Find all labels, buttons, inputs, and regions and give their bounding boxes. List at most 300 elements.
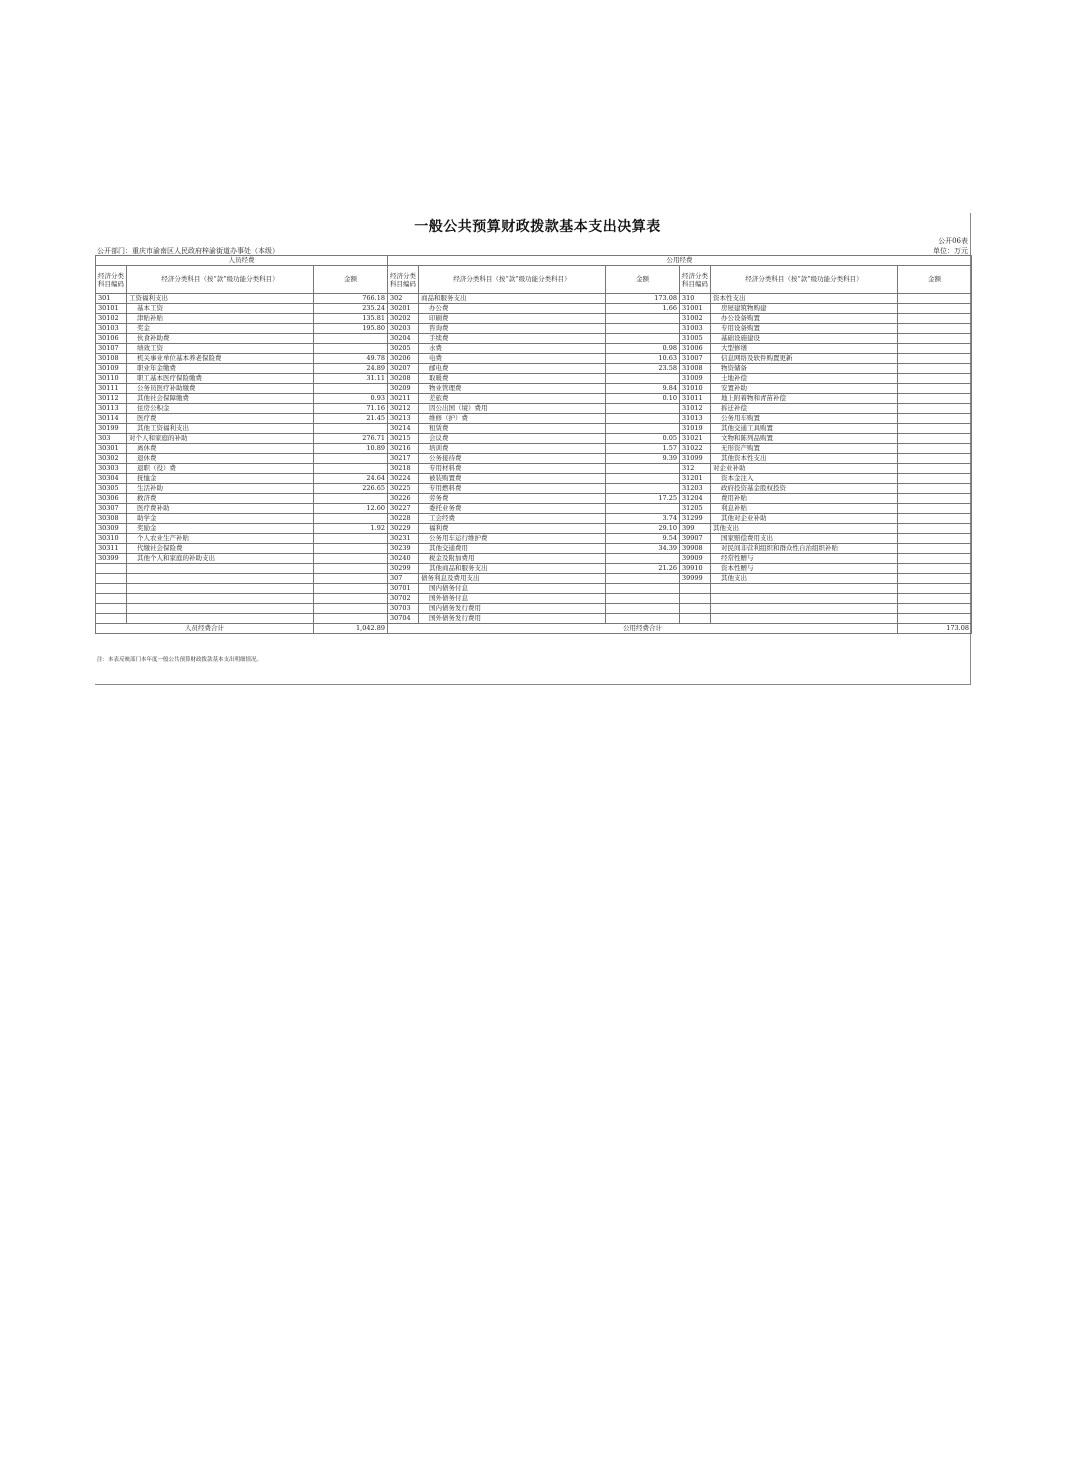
cell-subject: 取暖费 xyxy=(419,374,606,384)
amount-header: 金额 xyxy=(898,266,972,294)
cell-amount xyxy=(898,304,972,314)
cell-code: 31012 xyxy=(680,404,711,414)
code-header: 经济分类科目编码 xyxy=(388,266,419,294)
cell-code: 30217 xyxy=(388,454,419,464)
table-row xyxy=(96,504,972,514)
cell-amount: 9.39 xyxy=(606,454,680,464)
cell-code: 39910 xyxy=(680,564,711,574)
table-row xyxy=(96,324,972,334)
cell-code: 30399 xyxy=(96,554,127,564)
cell-code: 30239 xyxy=(388,544,419,554)
cell-code: 30213 xyxy=(388,414,419,424)
cell-amount xyxy=(898,444,972,454)
cell-amount xyxy=(314,514,388,524)
public-header: 公用经费 xyxy=(388,256,972,266)
cell-subject xyxy=(711,594,898,604)
cell-code: 30307 xyxy=(96,504,127,514)
cell-amount: 12.60 xyxy=(314,504,388,514)
cell-code: 302 xyxy=(388,294,419,304)
cell-subject xyxy=(127,594,314,604)
cell-amount: 9.54 xyxy=(606,534,680,544)
cell-code: 31006 xyxy=(680,344,711,354)
cell-subject: 其他个人和家庭的补助支出 xyxy=(127,554,314,564)
cell-code xyxy=(680,604,711,614)
cell-code: 30226 xyxy=(388,494,419,504)
cell-code: 30231 xyxy=(388,534,419,544)
cell-subject: 办公设备购置 xyxy=(711,314,898,324)
cell-amount xyxy=(606,554,680,564)
cell-code: 30310 xyxy=(96,534,127,544)
cell-amount xyxy=(606,574,680,584)
cell-subject: 国家赔偿费用支出 xyxy=(711,534,898,544)
cell-code xyxy=(96,594,127,604)
cell-amount xyxy=(898,314,972,324)
cell-code: 30111 xyxy=(96,384,127,394)
department-label: 公开部门：重庆市渝南区人民政府梓渝街道办事处（本级） xyxy=(97,247,279,255)
cell-subject: 债务利息及费用支出 xyxy=(419,574,606,584)
cell-code: 31099 xyxy=(680,454,711,464)
cell-subject: 机关事业单位基本养老保险费 xyxy=(127,354,314,364)
cell-subject: 资本金注入 xyxy=(711,474,898,484)
cell-subject: 医疗费补助 xyxy=(127,504,314,514)
cell-code: 31001 xyxy=(680,304,711,314)
cell-code: 30215 xyxy=(388,434,419,444)
table-row xyxy=(96,454,972,464)
cell-code xyxy=(680,594,711,604)
cell-code: 30228 xyxy=(388,514,419,524)
cell-subject xyxy=(127,564,314,574)
cell-amount xyxy=(606,584,680,594)
table-row xyxy=(96,584,972,594)
cell-code: 31013 xyxy=(680,414,711,424)
cell-code xyxy=(680,584,711,594)
cell-amount xyxy=(898,454,972,464)
cell-subject: 生活补助 xyxy=(127,484,314,494)
cell-amount xyxy=(898,344,972,354)
totals-row xyxy=(96,624,972,634)
cell-amount xyxy=(606,334,680,344)
cell-code: 31009 xyxy=(680,374,711,384)
amount-header: 金额 xyxy=(606,266,680,294)
cell-subject: 专用燃料费 xyxy=(419,484,606,494)
cell-subject: 电费 xyxy=(419,354,606,364)
cell-amount xyxy=(606,314,680,324)
table-row xyxy=(96,464,972,474)
public-total-label: 公用经费合计 xyxy=(388,624,898,634)
cell-subject: 租赁费 xyxy=(419,424,606,434)
cell-amount xyxy=(314,494,388,504)
cell-code: 30207 xyxy=(388,364,419,374)
personnel-total-value: 1,042.89 xyxy=(314,624,388,634)
cell-subject: 公务用车运行维护费 xyxy=(419,534,606,544)
table-row xyxy=(96,594,972,604)
cell-code: 30224 xyxy=(388,474,419,484)
cell-amount: 17.25 xyxy=(606,494,680,504)
cell-amount xyxy=(606,324,680,334)
cell-amount: 31.11 xyxy=(314,374,388,384)
cell-code: 30240 xyxy=(388,554,419,564)
cell-amount xyxy=(314,574,388,584)
cell-code: 31005 xyxy=(680,334,711,344)
cell-subject: 其他社会保障缴费 xyxy=(127,394,314,404)
cell-amount: 226.65 xyxy=(314,484,388,494)
cell-code: 30303 xyxy=(96,464,127,474)
cell-amount xyxy=(606,484,680,494)
table-row xyxy=(96,534,972,544)
cell-subject: 信息网络及软件购置更新 xyxy=(711,354,898,364)
cell-subject: 差旅费 xyxy=(419,394,606,404)
unit-label: 单位：万元 xyxy=(933,247,968,255)
cell-amount xyxy=(314,594,388,604)
cell-subject xyxy=(127,584,314,594)
cell-amount xyxy=(606,464,680,474)
cell-amount xyxy=(314,614,388,624)
cell-subject: 公务用车购置 xyxy=(711,414,898,424)
table-row xyxy=(96,604,972,614)
cell-code: 30103 xyxy=(96,324,127,334)
cell-subject: 奖励金 xyxy=(127,524,314,534)
cell-amount xyxy=(314,464,388,474)
cell-subject: 国外债务发行费用 xyxy=(419,614,606,624)
cell-subject: 拆迁补偿 xyxy=(711,404,898,414)
cell-code: 30701 xyxy=(388,584,419,594)
cell-code: 30107 xyxy=(96,344,127,354)
cell-amount: 276.71 xyxy=(314,434,388,444)
cell-code: 30227 xyxy=(388,504,419,514)
cell-amount xyxy=(314,344,388,354)
cell-amount xyxy=(314,454,388,464)
cell-amount xyxy=(898,574,972,584)
table-row xyxy=(96,394,972,404)
cell-code: 31204 xyxy=(680,494,711,504)
cell-code: 307 xyxy=(388,574,419,584)
cell-subject: 劳务费 xyxy=(419,494,606,504)
cell-subject: 委托业务费 xyxy=(419,504,606,514)
cell-code: 31007 xyxy=(680,354,711,364)
table-row xyxy=(96,404,972,414)
cell-amount: 0.05 xyxy=(606,434,680,444)
cell-amount xyxy=(898,524,972,534)
cell-subject: 其他商品和服务支出 xyxy=(419,564,606,574)
cell-amount xyxy=(898,494,972,504)
cell-amount xyxy=(898,584,972,594)
cell-code: 30209 xyxy=(388,384,419,394)
cell-subject: 办公费 xyxy=(419,304,606,314)
subject-header: 经济分类科目（按“款”级功能分类科目） xyxy=(127,266,314,294)
cell-amount: 173.08 xyxy=(606,294,680,304)
page-border-bottom xyxy=(95,684,971,685)
cell-amount: 235.24 xyxy=(314,304,388,314)
table-row xyxy=(96,484,972,494)
cell-code: 30214 xyxy=(388,424,419,434)
cell-code: 31299 xyxy=(680,514,711,524)
cell-amount xyxy=(606,614,680,624)
public-total-value: 173.08 xyxy=(898,624,972,634)
cell-subject: 手续费 xyxy=(419,334,606,344)
cell-code: 30302 xyxy=(96,454,127,464)
cell-subject: 国内债务付息 xyxy=(419,584,606,594)
cell-subject: 伙食补助费 xyxy=(127,334,314,344)
cell-code: 31011 xyxy=(680,394,711,404)
cell-code: 30218 xyxy=(388,464,419,474)
cell-amount xyxy=(606,374,680,384)
table-row xyxy=(96,614,972,624)
cell-subject: 基础设施建设 xyxy=(711,334,898,344)
cell-amount: 1.66 xyxy=(606,304,680,314)
cell-subject: 安置补助 xyxy=(711,384,898,394)
cell-subject: 其他支出 xyxy=(711,574,898,584)
cell-amount xyxy=(898,324,972,334)
cell-subject: 物资储备 xyxy=(711,364,898,374)
cell-subject: 助学金 xyxy=(127,514,314,524)
cell-code: 30206 xyxy=(388,354,419,364)
cell-amount xyxy=(898,614,972,624)
cell-subject: 绩效工资 xyxy=(127,344,314,354)
cell-subject: 福利费 xyxy=(419,524,606,534)
cell-subject xyxy=(711,584,898,594)
cell-code: 30102 xyxy=(96,314,127,324)
cell-subject: 资本性赠与 xyxy=(711,564,898,574)
cell-subject: 物业管理费 xyxy=(419,384,606,394)
footnote: 注：本表反映部门本年度一般公共预算财政拨款基本支出明细情况。 xyxy=(97,657,263,663)
cell-subject: 其他交通费用 xyxy=(419,544,606,554)
cell-code: 39908 xyxy=(680,544,711,554)
cell-amount: 24.64 xyxy=(314,474,388,484)
cell-code: 30229 xyxy=(388,524,419,534)
cell-subject xyxy=(127,614,314,624)
cell-code: 30702 xyxy=(388,594,419,604)
cell-amount: 766.18 xyxy=(314,294,388,304)
table-row xyxy=(96,524,972,534)
table-row xyxy=(96,574,972,584)
cell-subject: 职业年金缴费 xyxy=(127,364,314,374)
table-row xyxy=(96,554,972,564)
code-header: 经济分类科目编码 xyxy=(96,266,127,294)
cell-amount xyxy=(314,384,388,394)
cell-code: 30109 xyxy=(96,364,127,374)
table-row xyxy=(96,494,972,504)
cell-amount: 21.45 xyxy=(314,414,388,424)
cell-code: 30112 xyxy=(96,394,127,404)
cell-subject: 奖金 xyxy=(127,324,314,334)
personnel-header: 人员经费 xyxy=(96,256,388,266)
cell-code: 310 xyxy=(680,294,711,304)
cell-code: 303 xyxy=(96,434,127,444)
cell-subject: 医疗费 xyxy=(127,414,314,424)
cell-amount: 21.26 xyxy=(606,564,680,574)
group-header-row xyxy=(96,256,972,266)
form-number: 公开06表 xyxy=(938,237,968,245)
cell-subject: 对个人和家庭的补助 xyxy=(127,434,314,444)
cell-amount xyxy=(606,474,680,484)
cell-subject: 地上附着物和青苗补偿 xyxy=(711,394,898,404)
cell-code: 30203 xyxy=(388,324,419,334)
subject-header: 经济分类科目（按“款”级功能分类科目） xyxy=(711,266,898,294)
cell-subject: 专用材料费 xyxy=(419,464,606,474)
table-row xyxy=(96,564,972,574)
cell-code: 30199 xyxy=(96,424,127,434)
cell-amount: 10.63 xyxy=(606,354,680,364)
cell-amount: 49.78 xyxy=(314,354,388,364)
cell-code xyxy=(96,584,127,594)
cell-amount xyxy=(314,604,388,614)
cell-amount: 135.81 xyxy=(314,314,388,324)
cell-code: 31201 xyxy=(680,474,711,484)
cell-amount: 23.58 xyxy=(606,364,680,374)
table-row xyxy=(96,374,972,384)
cell-amount xyxy=(314,424,388,434)
cell-subject: 对民间非营利组织和群众性自治组织补贴 xyxy=(711,544,898,554)
table-row xyxy=(96,384,972,394)
cell-code xyxy=(96,574,127,584)
cell-amount xyxy=(898,604,972,614)
expenditure-table xyxy=(95,255,972,634)
cell-amount xyxy=(898,594,972,604)
cell-code xyxy=(680,614,711,624)
cell-code: 301 xyxy=(96,294,127,304)
cell-subject: 水费 xyxy=(419,344,606,354)
cell-code: 31022 xyxy=(680,444,711,454)
cell-code: 30216 xyxy=(388,444,419,454)
cell-amount xyxy=(606,424,680,434)
cell-subject: 工会经费 xyxy=(419,514,606,524)
cell-amount: 195.80 xyxy=(314,324,388,334)
cell-subject: 其他资本性支出 xyxy=(711,454,898,464)
cell-code: 30205 xyxy=(388,344,419,354)
cell-subject: 个人农业生产补贴 xyxy=(127,534,314,544)
table-row xyxy=(96,344,972,354)
cell-subject: 住房公积金 xyxy=(127,404,314,414)
cell-amount xyxy=(898,464,972,474)
cell-subject: 职工基本医疗保险缴费 xyxy=(127,374,314,384)
cell-code: 30114 xyxy=(96,414,127,424)
cell-code: 30306 xyxy=(96,494,127,504)
cell-amount: 10.89 xyxy=(314,444,388,454)
cell-code: 30110 xyxy=(96,374,127,384)
cell-amount: 71.16 xyxy=(314,404,388,414)
cell-subject: 培训费 xyxy=(419,444,606,454)
cell-subject: 退职（役）费 xyxy=(127,464,314,474)
cell-subject xyxy=(127,574,314,584)
cell-code: 30704 xyxy=(388,614,419,624)
table-row xyxy=(96,414,972,424)
cell-code: 31008 xyxy=(680,364,711,374)
cell-subject: 文物和陈列品购置 xyxy=(711,434,898,444)
cell-amount xyxy=(898,564,972,574)
cell-code: 30201 xyxy=(388,304,419,314)
cell-code: 30108 xyxy=(96,354,127,364)
cell-code: 39999 xyxy=(680,574,711,584)
cell-amount: 34.39 xyxy=(606,544,680,554)
cell-amount xyxy=(314,564,388,574)
cell-subject: 专用设备购置 xyxy=(711,324,898,334)
cell-amount: 0.98 xyxy=(606,344,680,354)
cell-subject: 基本工资 xyxy=(127,304,314,314)
table-body xyxy=(96,294,972,624)
cell-subject: 抚恤金 xyxy=(127,474,314,484)
cell-subject xyxy=(127,604,314,614)
cell-code: 39907 xyxy=(680,534,711,544)
cell-amount: 29.10 xyxy=(606,524,680,534)
cell-code xyxy=(96,604,127,614)
table-row xyxy=(96,364,972,374)
cell-subject: 国内债务发行费用 xyxy=(419,604,606,614)
cell-amount xyxy=(898,534,972,544)
cell-subject: 无形资产购置 xyxy=(711,444,898,454)
cell-subject: 离休费 xyxy=(127,444,314,454)
cell-subject: 税金及附加费用 xyxy=(419,554,606,564)
cell-subject: 咨询费 xyxy=(419,324,606,334)
cell-amount xyxy=(898,384,972,394)
cell-code: 30311 xyxy=(96,544,127,554)
table-row xyxy=(96,314,972,324)
cell-amount xyxy=(606,594,680,604)
table-row xyxy=(96,424,972,434)
cell-amount xyxy=(898,504,972,514)
cell-subject: 其他交通工具购置 xyxy=(711,424,898,434)
cell-code: 30101 xyxy=(96,304,127,314)
cell-code: 31019 xyxy=(680,424,711,434)
cell-code: 30208 xyxy=(388,374,419,384)
cell-code: 312 xyxy=(680,464,711,474)
page-title: 一般公共预算财政拨款基本支出决算表 xyxy=(414,219,661,235)
cell-amount: 0.10 xyxy=(606,394,680,404)
cell-code: 31205 xyxy=(680,504,711,514)
table-row xyxy=(96,334,972,344)
cell-code: 39909 xyxy=(680,554,711,564)
cell-code: 31021 xyxy=(680,434,711,444)
table-row xyxy=(96,544,972,554)
cell-subject: 资本性支出 xyxy=(711,294,898,304)
cell-subject: 公务接待费 xyxy=(419,454,606,464)
cell-code xyxy=(96,614,127,624)
cell-subject: 房屋建筑物购建 xyxy=(711,304,898,314)
cell-amount xyxy=(314,544,388,554)
cell-subject xyxy=(711,614,898,624)
cell-amount xyxy=(606,604,680,614)
cell-code: 30301 xyxy=(96,444,127,454)
code-header: 经济分类科目编码 xyxy=(680,266,711,294)
cell-code: 30212 xyxy=(388,404,419,414)
cell-subject: 商品和服务支出 xyxy=(419,294,606,304)
cell-amount xyxy=(898,414,972,424)
cell-code: 30211 xyxy=(388,394,419,404)
amount-header: 金额 xyxy=(314,266,388,294)
cell-amount: 3.74 xyxy=(606,514,680,524)
cell-amount xyxy=(314,334,388,344)
cell-subject: 维修（护）费 xyxy=(419,414,606,424)
cell-amount xyxy=(898,484,972,494)
cell-amount xyxy=(606,414,680,424)
cell-subject: 政府投资基金股权投资 xyxy=(711,484,898,494)
cell-subject: 被装购置费 xyxy=(419,474,606,484)
cell-subject: 利息补贴 xyxy=(711,504,898,514)
cell-amount xyxy=(898,364,972,374)
cell-subject: 工资福利支出 xyxy=(127,294,314,304)
cell-amount xyxy=(898,334,972,344)
table-row xyxy=(96,354,972,364)
cell-amount xyxy=(314,554,388,564)
cell-subject: 退休费 xyxy=(127,454,314,464)
cell-code: 31203 xyxy=(680,484,711,494)
cell-subject: 经常性赠与 xyxy=(711,554,898,564)
cell-code: 30308 xyxy=(96,514,127,524)
cell-amount: 1.92 xyxy=(314,524,388,534)
cell-code: 30106 xyxy=(96,334,127,344)
cell-subject: 大型修缮 xyxy=(711,344,898,354)
cell-amount xyxy=(898,514,972,524)
cell-subject: 其他对企业补助 xyxy=(711,514,898,524)
